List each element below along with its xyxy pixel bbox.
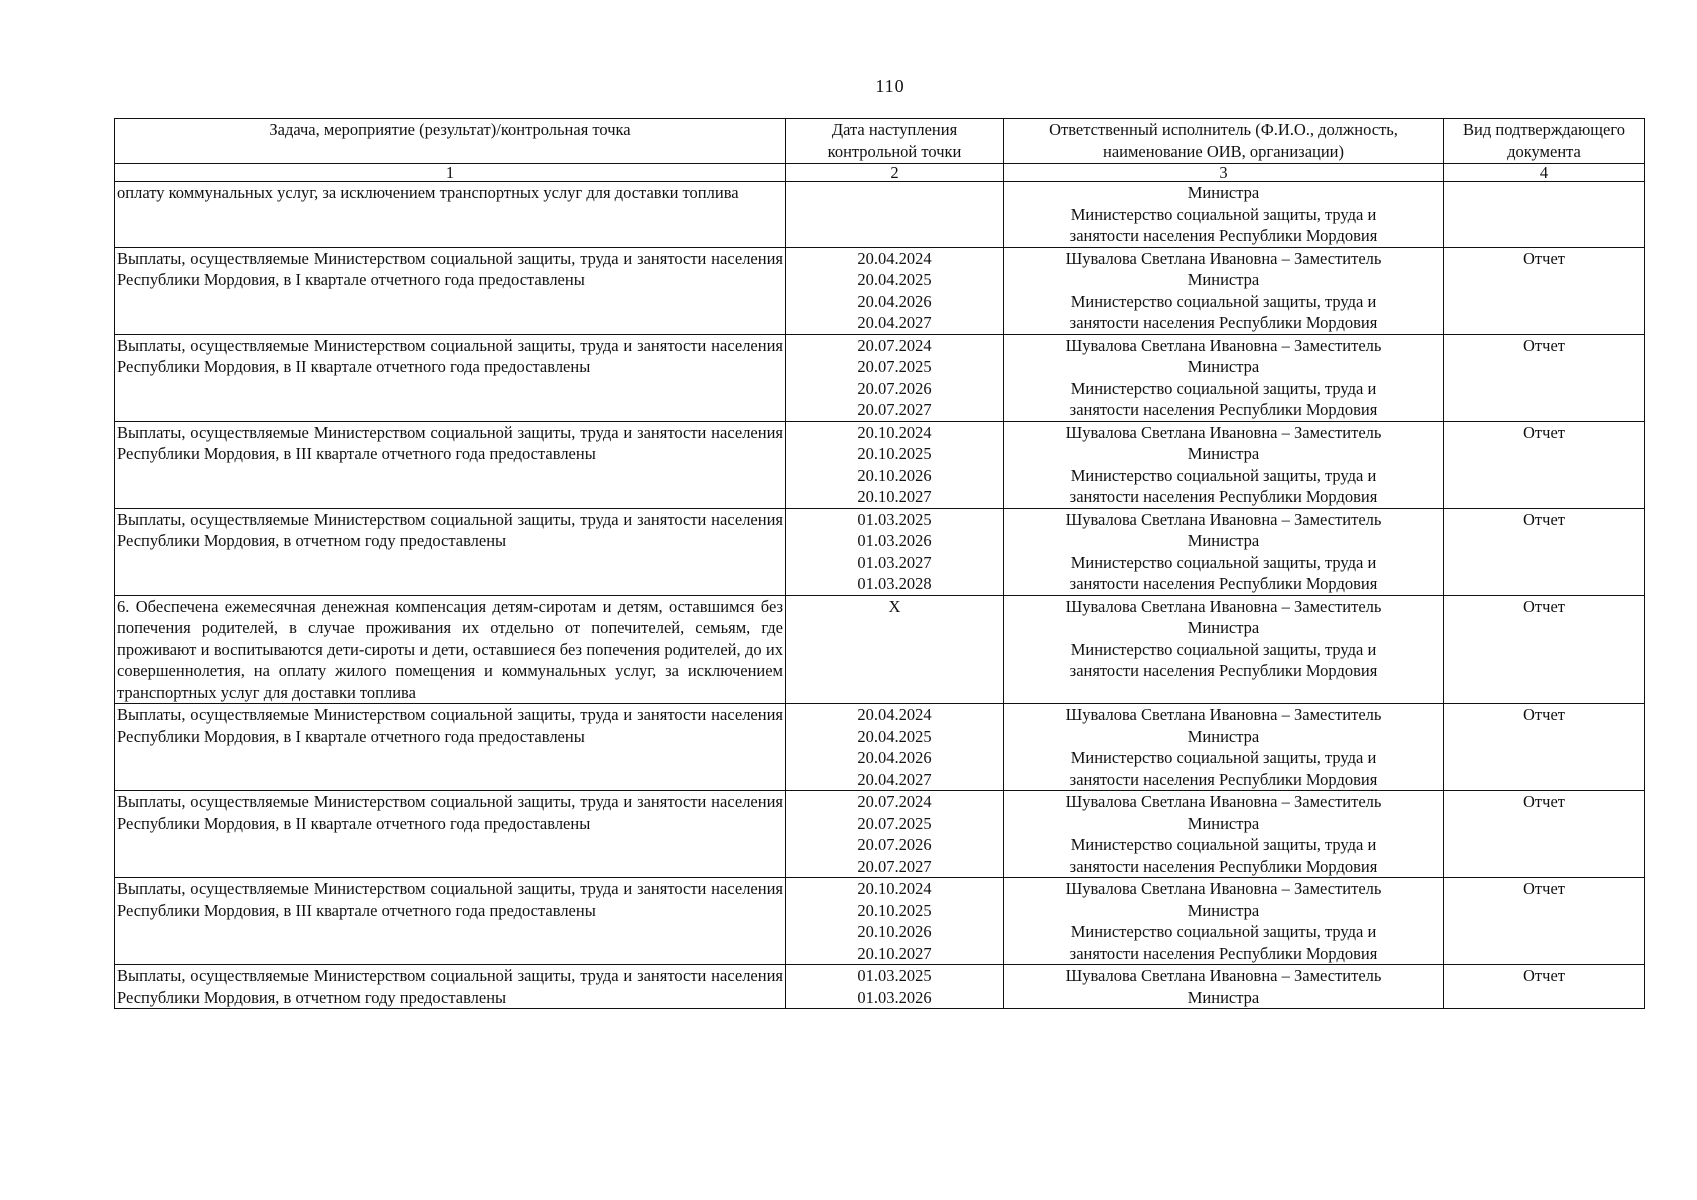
task-cell: Выплаты, осуществляемые Министерством социальной защиты, труда и занятости населения Республики Мордовия, в I квартале отчетного года предоставлены — [115, 247, 786, 334]
control-date: X — [888, 596, 901, 616]
executor-line: Министра — [1187, 531, 1260, 550]
table-row — [115, 878, 1645, 965]
table-header-row — [115, 119, 1645, 164]
executor-line: Министра — [1187, 270, 1260, 289]
executor-line: Шувалова Светлана Ивановна – Заместитель — [1065, 509, 1382, 529]
executor-line: занятости населения Республики Мордовия — [1069, 769, 1378, 789]
table-row — [115, 965, 1645, 1009]
executor-line: Министерство социальной защиты, труда и — [1070, 552, 1377, 572]
date-cell — [786, 247, 1004, 334]
executor-line: Шувалова Светлана Ивановна – Заместитель — [1065, 596, 1382, 616]
executor-line: занятости населения Республики Мордовия — [1069, 943, 1378, 963]
executor-line: Министра — [1187, 618, 1260, 637]
table-row — [115, 247, 1645, 334]
executor-line: занятости населения Республики Мордовия — [1069, 226, 1378, 245]
control-date: 20.07.2024 — [857, 792, 932, 811]
document-type-cell — [1444, 182, 1645, 248]
executor-line: Министра — [1187, 444, 1260, 463]
control-date: 20.10.2024 — [857, 879, 932, 898]
control-date: 20.10.2026 — [857, 465, 932, 485]
table-body — [115, 182, 1645, 1009]
executor-line: занятости населения Республики Мордовия — [1069, 487, 1378, 506]
header-date: Дата наступления контрольной точки — [786, 119, 1004, 164]
executor-line: Министерство социальной защиты, труда и — [1070, 465, 1377, 485]
control-date: 20.10.2024 — [857, 422, 932, 442]
executor-line: Министра — [1187, 726, 1260, 746]
control-date: 01.03.2027 — [857, 552, 932, 572]
document-type-cell: Отчет — [1444, 595, 1645, 704]
executor-line: занятости населения Республики Мордовия — [1069, 313, 1378, 332]
control-date: 20.10.2027 — [857, 487, 932, 506]
executor-cell — [1004, 878, 1444, 965]
column-number: 3 — [1004, 164, 1444, 182]
task-cell: оплату коммунальных услуг, за исключением транспортных услуг для доставки топлива — [115, 182, 786, 248]
control-date: 20.07.2024 — [857, 335, 932, 355]
control-date: 01.03.2026 — [857, 531, 932, 550]
task-cell: Выплаты, осуществляемые Министерством социальной защиты, труда и занятости населения Республики Мордовия, в III квартале отчетного года предоставлены — [115, 421, 786, 508]
executor-line: Министерство социальной защиты, труда и — [1070, 835, 1377, 854]
executor-line: Министерство социальной защиты, труда и — [1070, 204, 1377, 224]
table-row — [115, 421, 1645, 508]
date-cell — [786, 704, 1004, 791]
control-date: 01.03.2026 — [857, 987, 932, 1007]
control-date: 20.04.2025 — [857, 270, 932, 289]
executor-line: Министерство социальной защиты, труда и — [1070, 748, 1377, 767]
column-number-row — [115, 164, 1645, 182]
task-cell: Выплаты, осуществляемые Министерством социальной защиты, труда и занятости населения Республики Мордовия, в отчетном году предоставлены — [115, 508, 786, 595]
executor-line: занятости населения Республики Мордовия — [1069, 400, 1378, 419]
document-type-cell: Отчет — [1444, 508, 1645, 595]
column-number: 1 — [115, 164, 786, 182]
executor-cell — [1004, 595, 1444, 704]
executor-cell — [1004, 704, 1444, 791]
executor-line: Шувалова Светлана Ивановна – Заместитель — [1065, 248, 1382, 268]
header-task: Задача, мероприятие (результат)/контрольная точка — [115, 119, 786, 164]
table-row — [115, 791, 1645, 878]
executor-cell — [1004, 247, 1444, 334]
task-cell: Выплаты, осуществляемые Министерством социальной защиты, труда и занятости населения Республики Мордовия, в отчетном году предоставлены — [115, 965, 786, 1009]
executor-cell — [1004, 791, 1444, 878]
task-cell: Выплаты, осуществляемые Министерством социальной защиты, труда и занятости населения Республики Мордовия, в II квартале отчетного года предоставлены — [115, 791, 786, 878]
executor-line: занятости населения Республики Мордовия — [1069, 856, 1378, 876]
document-type-cell: Отчет — [1444, 334, 1645, 421]
table-row — [115, 508, 1645, 595]
executor-cell — [1004, 182, 1444, 248]
control-date: 20.04.2026 — [857, 748, 932, 767]
document-type-cell: Отчет — [1444, 791, 1645, 878]
executor-line: Министра — [1187, 900, 1260, 920]
control-date: 20.04.2027 — [857, 313, 932, 332]
executor-cell — [1004, 965, 1444, 1009]
header-executor: Ответственный исполнитель (Ф.И.О., должность, наименование ОИВ, организации) — [1004, 119, 1444, 164]
table-row — [115, 595, 1645, 704]
control-date: 20.04.2027 — [857, 769, 932, 789]
control-date: 20.10.2026 — [857, 922, 932, 941]
control-date: 20.07.2027 — [857, 400, 932, 419]
control-date: 20.04.2024 — [857, 705, 932, 724]
date-cell — [786, 595, 1004, 704]
control-date: 20.10.2025 — [857, 900, 932, 920]
control-date: 01.03.2028 — [857, 574, 932, 593]
control-date: 20.07.2026 — [857, 378, 932, 398]
executor-line: занятости населения Республики Мордовия — [1069, 661, 1378, 680]
executor-cell — [1004, 508, 1444, 595]
document-type-cell: Отчет — [1444, 421, 1645, 508]
executor-line: Министерство социальной защиты, труда и — [1070, 378, 1377, 398]
column-number: 4 — [1444, 164, 1645, 182]
task-cell: Выплаты, осуществляемые Министерством социальной защиты, труда и занятости населения Республики Мордовия, в I квартале отчетного года предоставлены — [115, 704, 786, 791]
executor-line: Шувалова Светлана Ивановна – Заместитель — [1065, 879, 1382, 898]
control-date: 01.03.2025 — [857, 966, 932, 985]
date-cell — [786, 334, 1004, 421]
document-type-cell: Отчет — [1444, 878, 1645, 965]
control-date: 20.07.2025 — [857, 813, 932, 833]
date-cell — [786, 965, 1004, 1009]
control-points-table — [114, 118, 1645, 1009]
date-cell — [786, 791, 1004, 878]
task-cell: Выплаты, осуществляемые Министерством социальной защиты, труда и занятости населения Республики Мордовия, в II квартале отчетного года предоставлены — [115, 334, 786, 421]
date-cell — [786, 421, 1004, 508]
executor-line: занятости населения Республики Мордовия — [1069, 574, 1378, 593]
column-number: 2 — [786, 164, 1004, 182]
table-row — [115, 704, 1645, 791]
task-cell: Выплаты, осуществляемые Министерством социальной защиты, труда и занятости населения Республики Мордовия, в III квартале отчетного года предоставлены — [115, 878, 786, 965]
control-date: 20.04.2024 — [857, 248, 932, 268]
control-date: 20.10.2025 — [857, 444, 932, 463]
executor-line: Министра — [1187, 813, 1260, 833]
executor-line: Министерство социальной защиты, труда и — [1070, 639, 1377, 659]
control-date: 20.04.2026 — [857, 291, 932, 311]
executor-line: Шувалова Светлана Ивановна – Заместитель — [1065, 792, 1382, 811]
executor-cell — [1004, 421, 1444, 508]
document-type-cell: Отчет — [1444, 247, 1645, 334]
document-type-cell: Отчет — [1444, 965, 1645, 1009]
executor-line: Министерство социальной защиты, труда и — [1070, 922, 1377, 941]
control-date: 20.07.2026 — [857, 835, 932, 854]
control-date: 20.10.2027 — [857, 943, 932, 963]
control-date: 01.03.2025 — [857, 509, 932, 529]
executor-line: Шувалова Светлана Ивановна – Заместитель — [1065, 705, 1382, 724]
executor-line: Шувалова Светлана Ивановна – Заместитель — [1065, 966, 1382, 985]
executor-cell — [1004, 334, 1444, 421]
executor-line: Шувалова Светлана Ивановна – Заместитель — [1065, 335, 1382, 355]
control-date: 20.07.2025 — [857, 357, 932, 376]
control-date: 20.07.2027 — [857, 856, 932, 876]
date-cell — [786, 878, 1004, 965]
executor-line: Шувалова Светлана Ивановна – Заместитель — [1065, 422, 1382, 442]
document-type-cell: Отчет — [1444, 704, 1645, 791]
executor-line: Министра — [1187, 183, 1260, 202]
task-cell: 6. Обеспечена ежемесячная денежная компенсация детям-сиротам и детям, оставшимся без попечения родителей, в случае проживания их отдельно от попечителей, семьям, где проживают и воспитываются дети-сироты и дети, оставшиеся без попечения родителей, до их совершеннолетия, на оплату жилого помещения и коммунальных услуг, за исключением транспортных услуг для доставки топлива — [115, 595, 786, 704]
page-number: 110 — [875, 76, 905, 96]
date-cell — [786, 182, 1004, 248]
executor-line: Министра — [1187, 987, 1260, 1007]
header-document: Вид подтверждающего документа — [1444, 119, 1645, 164]
executor-line: Министра — [1187, 357, 1260, 376]
table-row — [115, 334, 1645, 421]
executor-line: Министерство социальной защиты, труда и — [1070, 291, 1377, 311]
control-date: 20.04.2025 — [857, 726, 932, 746]
date-cell — [786, 508, 1004, 595]
table-row — [115, 182, 1645, 248]
